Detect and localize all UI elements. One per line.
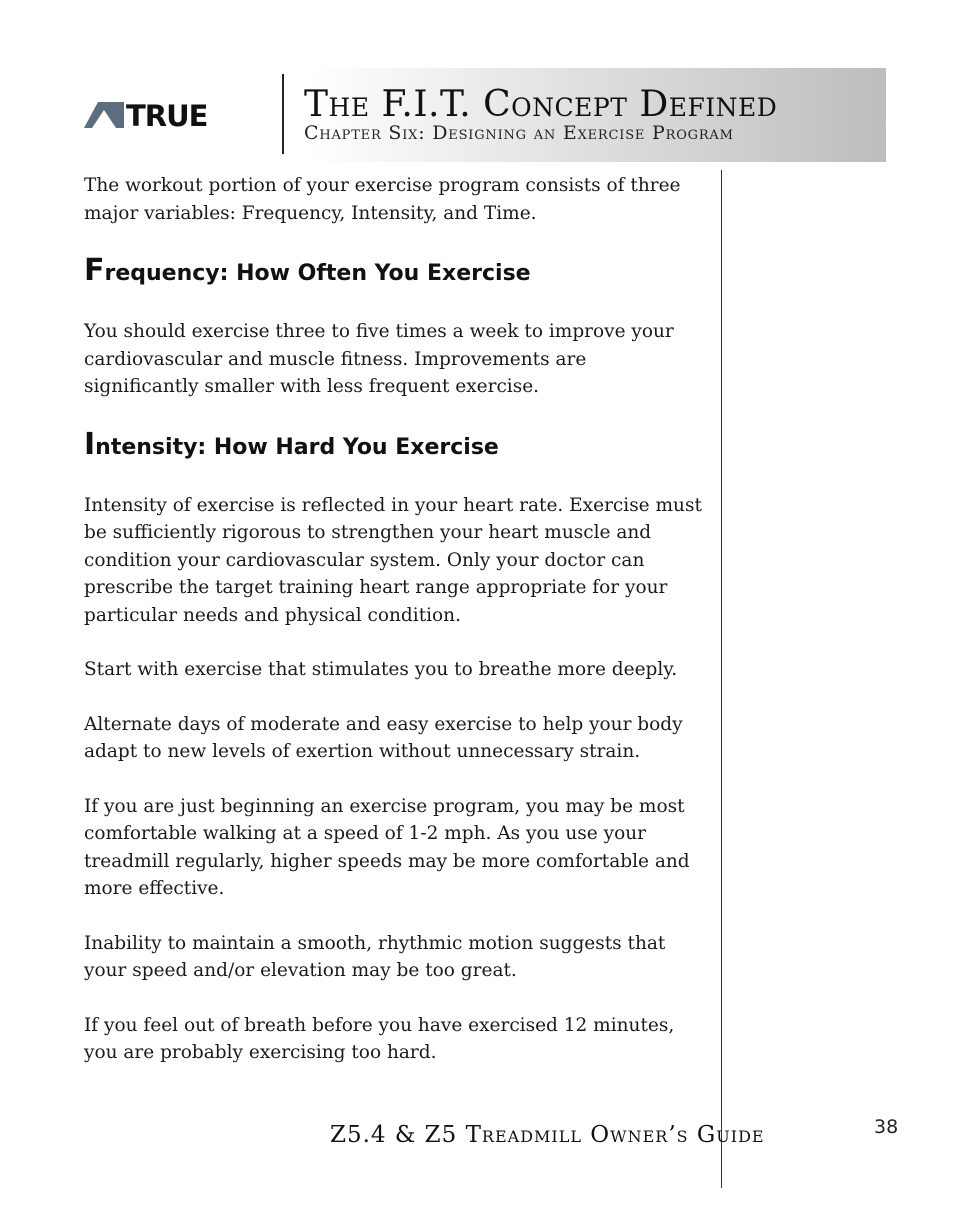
main-content xyxy=(84,172,704,1094)
intensity-heading xyxy=(84,428,704,465)
true-logo-mark xyxy=(84,100,256,128)
frequency-paragraph: You should exercise three to five times a week to improve your cardiovascular and muscle fitness. Improvements are significantly smaller with less frequent exercise. xyxy=(84,321,674,397)
frequency-drop-letter: F xyxy=(84,253,105,288)
frequency-heading xyxy=(84,254,704,291)
true-logo xyxy=(84,100,256,128)
intensity-paragraph-1: Intensity of exercise is reflected in your heart rate. Exercise must be sufficiently rigorous to strengthen your heart muscle and condition your cardiovascular system. Only your doctor can prescribe the target training heart range appropriate for your particular needs and physical condition. xyxy=(84,494,702,626)
page-number: 38 xyxy=(874,1116,899,1138)
intro-paragraph: The workout portion of your exercise program consists of three major variables: Frequency, Intensity, and Time. xyxy=(84,175,681,224)
margin-rule xyxy=(721,170,722,1188)
footer-title: Z5.4 & Z5 Treadmill Owner’s Guide xyxy=(330,1122,765,1148)
intensity-paragraph-3: Alternate days of moderate and easy exercise to help your body adapt to new levels of exertion without unnecessary strain. xyxy=(84,713,683,762)
logo-text: TRUE xyxy=(126,100,208,128)
chapter-subtitle: Chapter Six: Designing an Exercise Program xyxy=(304,122,734,144)
header-divider xyxy=(282,74,284,154)
intensity-paragraph-5: Inability to maintain a smooth, rhythmic motion suggests that your speed and/or elevation may be too great. xyxy=(84,932,666,981)
frequency-heading-text: requency: How Often You Exercise xyxy=(104,261,531,286)
intensity-drop-letter: I xyxy=(84,426,96,462)
page-title: The F.I.T. Concept Defined xyxy=(304,84,778,125)
intensity-paragraph-2: Start with exercise that stimulates you to breathe more deeply. xyxy=(84,659,678,680)
intensity-paragraph-6: If you feel out of breath before you have exercised 12 minutes, you are probably exercising too hard. xyxy=(84,1014,675,1063)
intensity-paragraph-4: If you are just beginning an exercise program, you may be most comfortable walking at a speed of 1-2 mph. As you use your treadmill regularly, higher speeds may be more comfortable and more effective. xyxy=(84,795,690,899)
intensity-heading-text: ntensity: How Hard You Exercise xyxy=(95,434,499,460)
